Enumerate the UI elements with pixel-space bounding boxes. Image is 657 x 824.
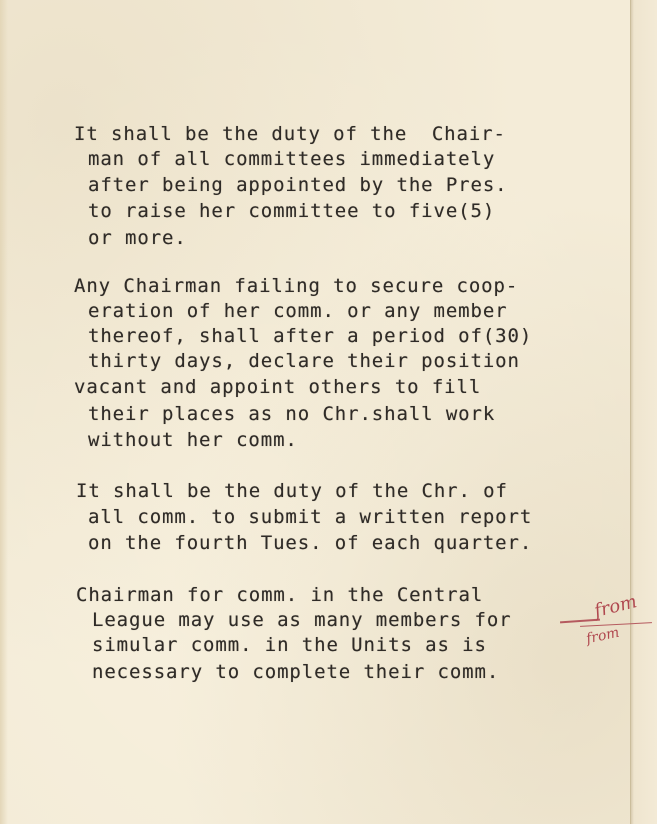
handwritten-annotation-above: from [592, 591, 640, 622]
strike-through-mark [560, 619, 600, 624]
paper-right-edge [630, 0, 657, 824]
text-line: or more. [88, 227, 187, 249]
text-line: vacant and appoint others to fill [74, 376, 482, 398]
text-line: thereof, shall after a period of(30) [88, 325, 533, 347]
text-line: simular comm. in the Units as is [92, 634, 487, 656]
paper-left-edge [0, 0, 8, 824]
text-line: It shall be the duty of the Chair- [74, 123, 506, 145]
text-line: after being appointed by the Pres. [88, 174, 508, 196]
text-line: their places as no Chr.shall work [88, 403, 496, 425]
text-line: necessary to complete their comm. [92, 661, 500, 683]
handwritten-annotation-below: from [584, 624, 621, 648]
text-line: eration of her comm. or any member [88, 300, 508, 322]
text-line: Chairman for comm. in the Central [76, 584, 484, 606]
text-line: It shall be the duty of the Chr. of [76, 480, 508, 502]
text-line: man of all committees immediately [88, 148, 496, 170]
text-line: all comm. to submit a written report [88, 506, 533, 528]
text-line: without her comm. [88, 429, 298, 451]
text-line: to raise her committee to five(5) [88, 200, 496, 222]
text-line: Any Chairman failing to secure coop- [74, 275, 519, 297]
text-line: thirty days, declare their position [88, 350, 520, 372]
text-line: on the fourth Tues. of each quarter. [88, 532, 533, 554]
text-line: League may use as many members for [92, 609, 512, 631]
